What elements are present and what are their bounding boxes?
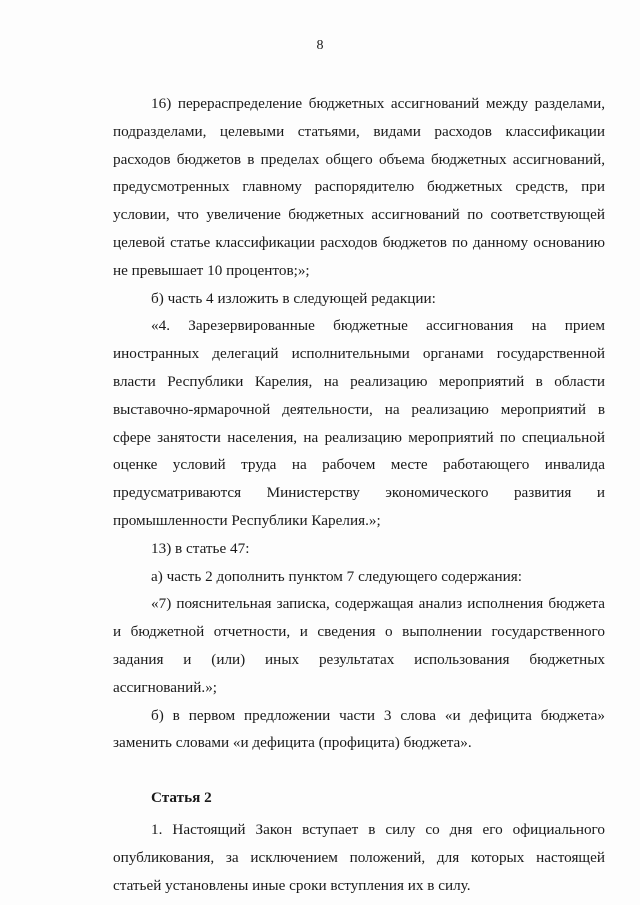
paragraph-part-4-text: «4. Зарезервированные бюджетные ассигнования на прием иностранных делегаций исполнительными органами государственной власти Республики Карелия, на реализацию мероприятий в области выставочно-ярмарочной деятельности, на реализацию мероприятий в сфере занятости населения, на реализацию мероприятий по специальной оценке условий труда на рабочем месте работающего инвалида предусматриваются Министерству экономического развития и промышленности Республики Карелия.»; [113,317,605,529]
page-number: 8 [316,38,324,53]
paragraph-item-7: «7) пояснительная записка, содержащая анализ исполнения бюджета и бюджетной отчетности, и сведения о выполнении государственного задания и (или) иных результатах использования бюджетных ассигнований.»; [113,595,605,696]
paragraph-part-4-intro: б) часть 4 изложить в следующей редакции: [151,289,436,307]
paragraph-part-2-addition: а) часть 2 дополнить пунктом 7 следующего содержания: [151,567,522,585]
article-heading: Статья 2 [151,789,212,807]
paragraph-item-16: 16) перераспределение бюджетных ассигнований между разделами, подразделами, целевыми статьями, видами расходов классификации расходов бюджетов в пределах общего объема бюджетных ассигнований, предусмотренных главному распорядителю бюджетных средств, при условии, что увеличение бюджетных ассигнований по соответствующей целевой статье классификации расходов бюджетов по данному основанию не превышает 10 процентов;»; [113,95,605,279]
paragraph-part-3-change: б) в первом предложении части 3 слова «и дефицита бюджета» заменить словами «и дефицита (профицита) бюджета». [113,706,605,752]
document-body [113,90,605,899]
article-paragraph-1: 1. Настоящий Закон вступает в силу со дня его официального опубликования, за исключением положений, для которых настоящей статьей установлены иные сроки вступления их в силу. [113,820,605,894]
paragraph-article-47: 13) в статье 47: [151,539,250,557]
